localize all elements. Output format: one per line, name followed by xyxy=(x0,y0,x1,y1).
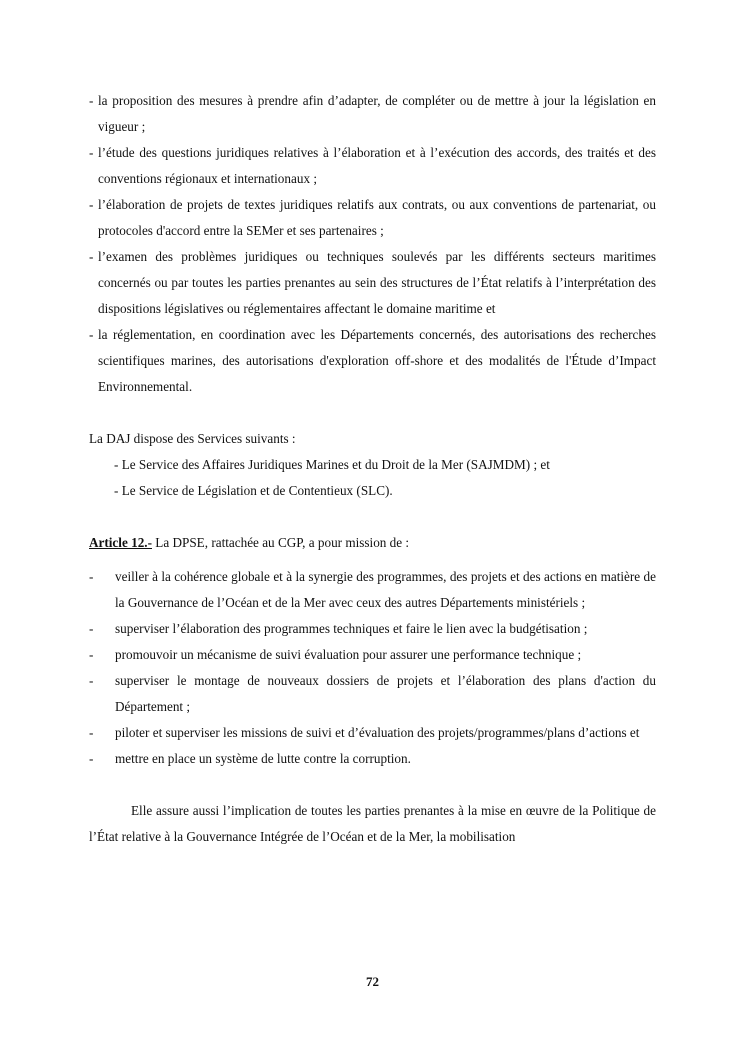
page-content xyxy=(89,88,656,850)
article-heading xyxy=(89,530,656,556)
list-item-text: l’étude des questions juridiques relatives à l’élaboration et à l’exécution des accords, des traités et des conventions régionaux et internationaux ; xyxy=(98,145,656,186)
daj-service-item: - Le Service de Législation et de Contentieux (SLC). xyxy=(114,483,393,498)
list-dash: - xyxy=(89,569,94,584)
list-dash: - xyxy=(89,647,94,662)
article-label: Article 12.- xyxy=(89,535,152,550)
list-item xyxy=(89,720,656,746)
closing-paragraph: Elle assure aussi l’implication de toutes les parties prenantes à la mise en œuvre de la Politique de l’État relative à la Gouvernance Intégrée de l’Océan et de la Mer, la mobilisation xyxy=(89,803,656,844)
list-item xyxy=(89,192,656,244)
page-number: 72 xyxy=(366,974,379,989)
intro-list xyxy=(89,88,656,400)
list-dash: - xyxy=(89,621,94,636)
list-item-text: la réglementation, en coordination avec les Départements concernés, des autorisations des recherches scientifiques marines, des autorisations d'exploration off-shore et des modalités de l'Étude d’Impact Environnemental. xyxy=(98,327,656,394)
list-dash: - xyxy=(89,725,94,740)
list-item-text: veiller à la cohérence globale et à la synergie des programmes, des projets et des actions en matière de la Gouvernance de l’Océan et de la Mer avec ceux des autres Départements ministériels ; xyxy=(115,569,656,610)
list-dash: - xyxy=(89,249,94,264)
list-dash: - xyxy=(89,327,94,342)
daj-service-item: - Le Service des Affaires Juridiques Marines et du Droit de la Mer (SAJMDM) ; et xyxy=(114,457,550,472)
list-item-text: superviser l’élaboration des programmes techniques et faire le lien avec la budgétisation ; xyxy=(115,621,588,636)
daj-intro: La DAJ dispose des Services suivants : xyxy=(89,431,296,446)
list-item-text: l’élaboration de projets de textes juridiques relatifs aux contrats, ou aux conventions de partenariat, ou protocoles d'accord entre la SEMer et ses partenaires ; xyxy=(98,197,656,238)
list-item-text: la proposition des mesures à prendre afin d’adapter, de compléter ou de mettre à jour la législation en vigueur ; xyxy=(98,93,656,134)
list-dash: - xyxy=(89,673,94,688)
list-item xyxy=(89,564,656,616)
list-item xyxy=(89,140,656,192)
list-item xyxy=(89,88,656,140)
article-list xyxy=(89,564,656,772)
spacer xyxy=(89,400,656,426)
list-item-text: mettre en place un système de lutte contre la corruption. xyxy=(115,751,411,766)
list-dash: - xyxy=(89,751,94,766)
spacer xyxy=(89,772,656,798)
list-item-text: superviser le montage de nouveaux dossiers de projets et l’élaboration des plans d'action du Département ; xyxy=(115,673,656,714)
list-dash: - xyxy=(89,93,94,108)
list-item xyxy=(89,244,656,322)
list-dash: - xyxy=(89,145,94,160)
list-item xyxy=(89,642,656,668)
list-item xyxy=(89,746,656,772)
list-item xyxy=(89,668,656,720)
article-intro: La DPSE, rattachée au CGP, a pour mission de : xyxy=(151,535,410,550)
list-item xyxy=(89,616,656,642)
list-item xyxy=(89,322,656,400)
list-item-text: piloter et superviser les missions de suivi et d’évaluation des projets/programmes/plans d’actions et xyxy=(115,725,640,740)
list-item-text: l’examen des problèmes juridiques ou techniques soulevés par les différents secteurs maritimes concernés ou par toutes les parties prenantes au sein des structures de l’État relatifs à l’interprétation des dispositions législatives ou réglementaires affectant le domaine maritime et xyxy=(98,249,656,316)
list-item-text: promouvoir un mécanisme de suivi évaluation pour assurer une performance technique ; xyxy=(115,647,582,662)
spacer xyxy=(89,504,656,530)
list-dash: - xyxy=(89,197,94,212)
